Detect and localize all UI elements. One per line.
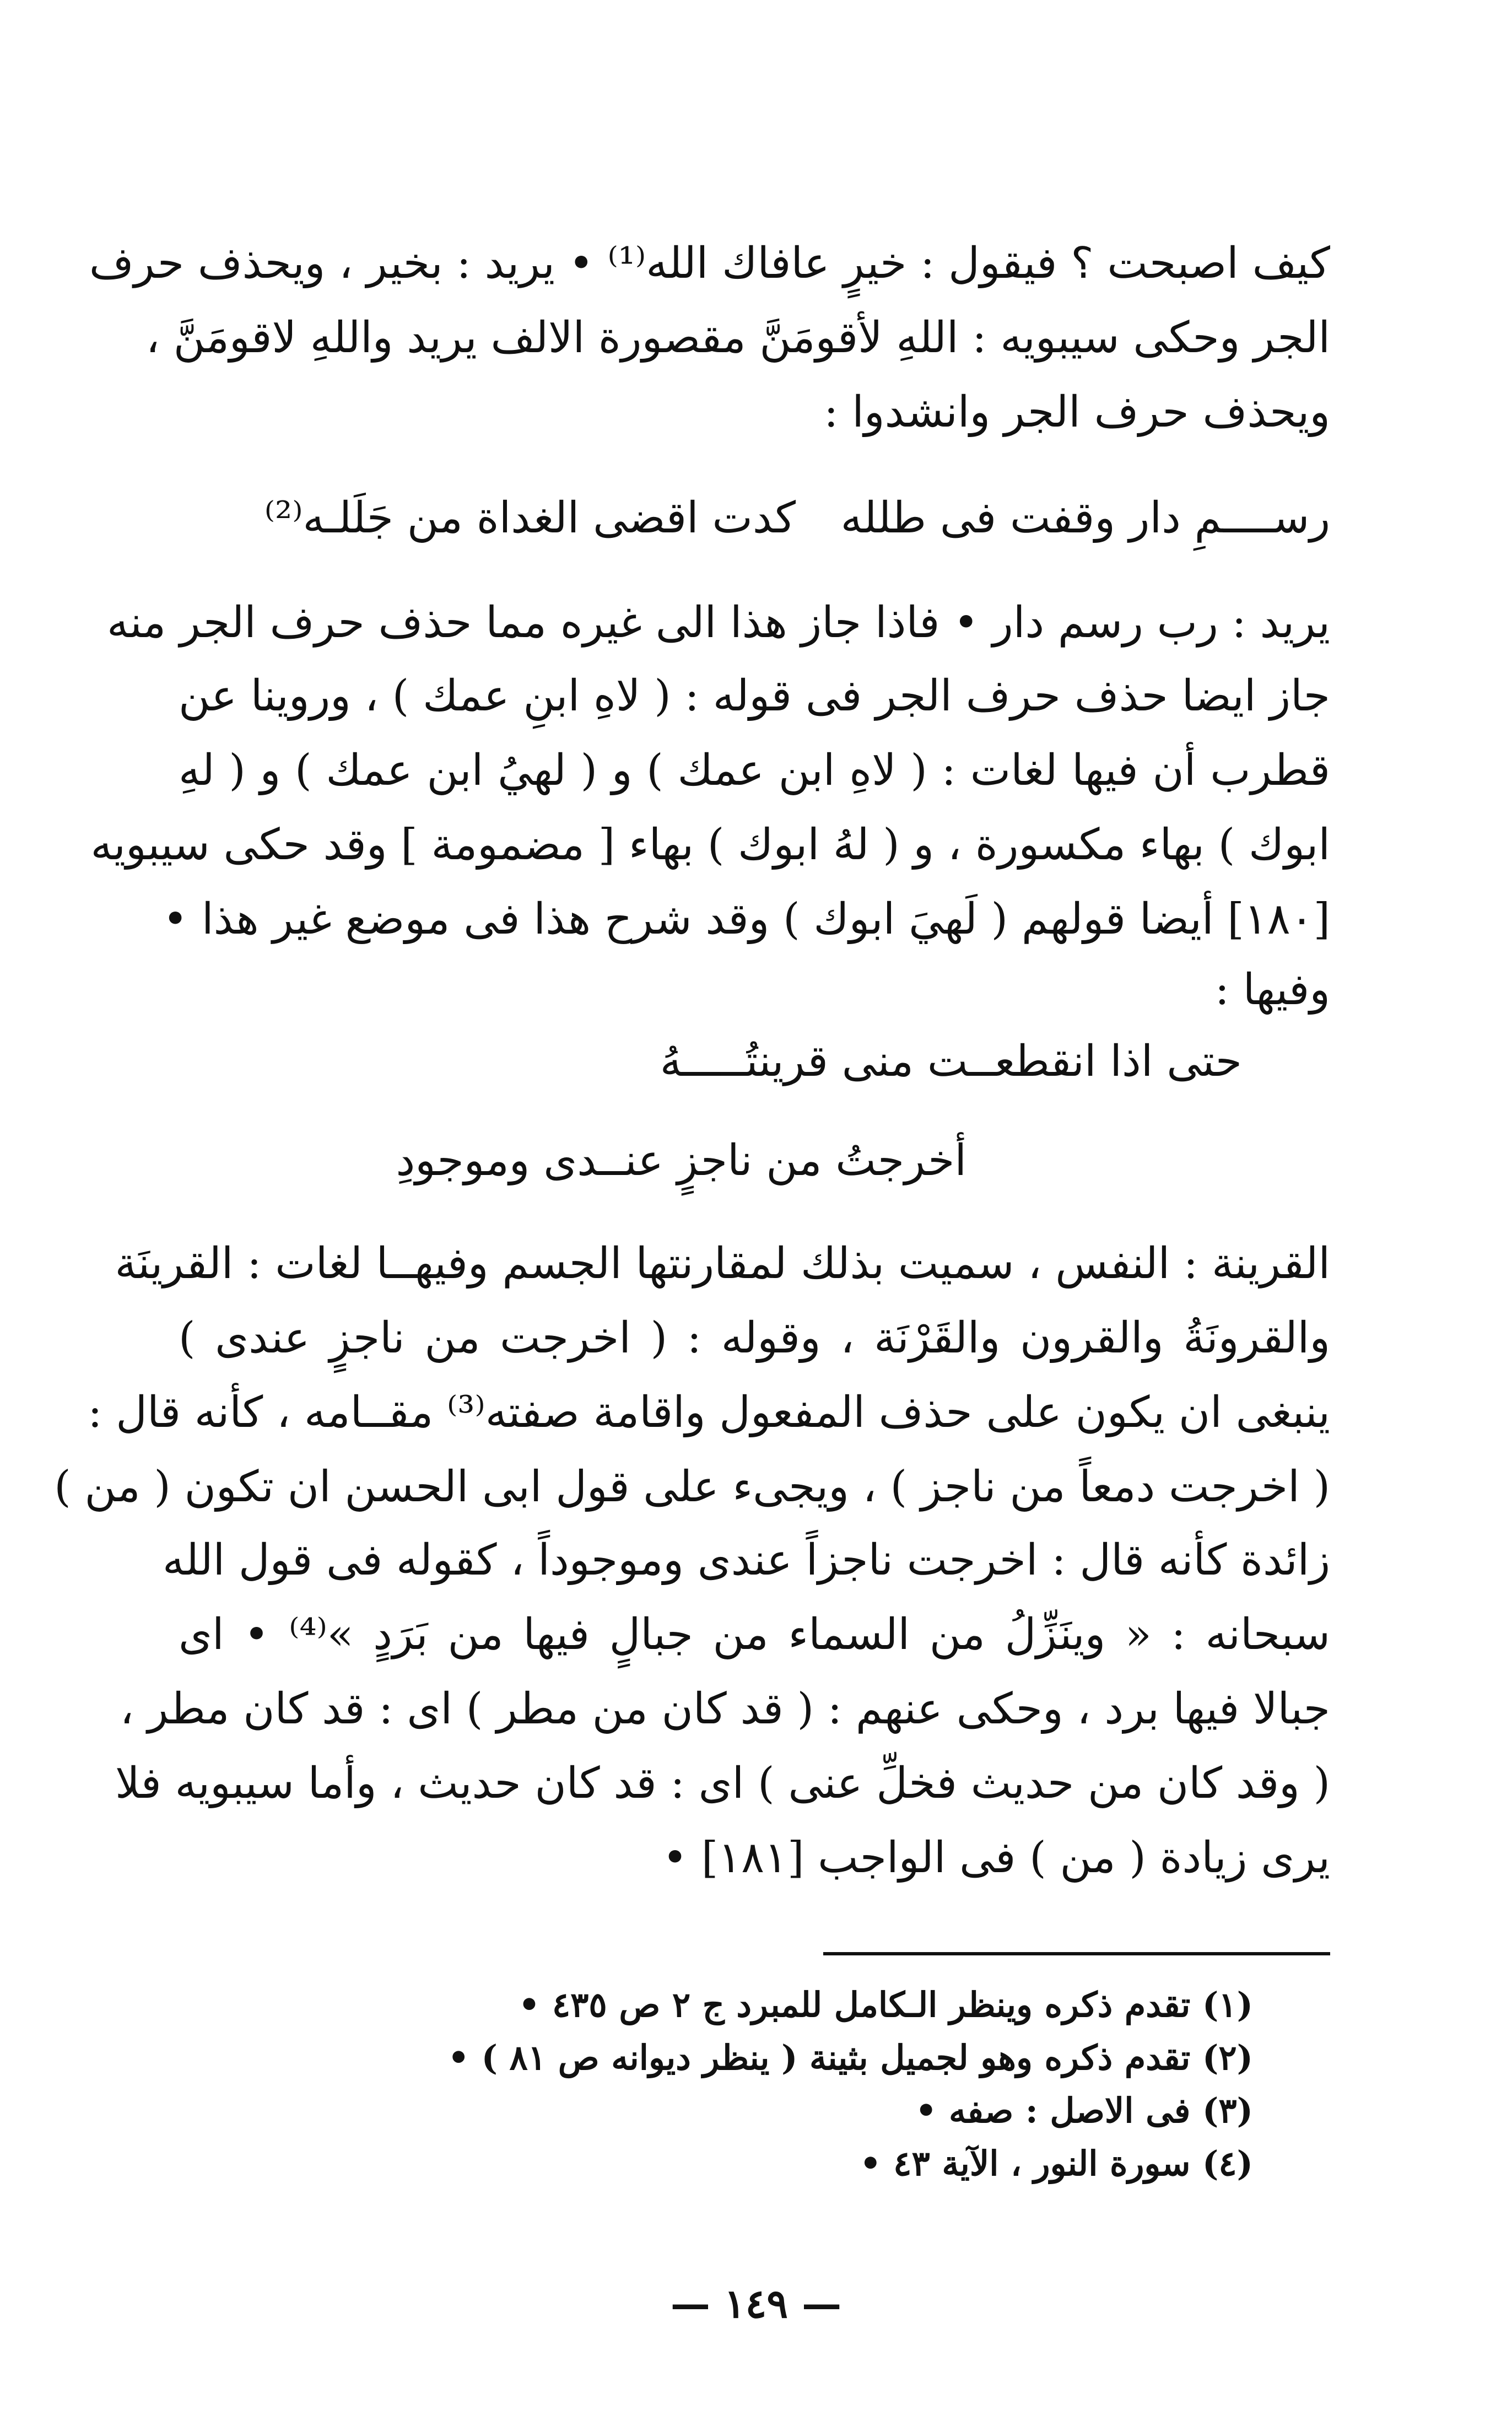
text-line: ( اخرجت دمعاً من ناجز ) ، ويجىء على قول ابى الحسن ان تكون ( من ): [54, 1462, 1330, 1512]
text-line: جبالا فيها برد ، وحكى عنهم : ( قد كان من مطر ) اى : قد كان مطر ،: [120, 1684, 1330, 1734]
verse-line: أخرجتُ من ناجزٍ عنــدى وموجودِ: [396, 1136, 966, 1185]
footnote: (٢) تقدم ذكره وهو لجميل بثينة ( ينظر ديوانه ص ٨١ ) •: [447, 2037, 1253, 2078]
page-number: — ١٤٩ —: [670, 2280, 842, 2327]
text-line: يرى زيادة ( من ) فى الواجب [١٨١] •: [662, 1833, 1330, 1883]
verse-hemistich-right: رســــمِ دار وقفت فى طلله: [840, 493, 1330, 543]
footnote-divider: [823, 1952, 1330, 1955]
footnote: (١) تقدم ذكره وينظر الـكامل للمبرد ج ٢ ص ٤٣٥ •: [518, 1985, 1253, 2025]
text-line: قطرب أن فيها لغات : ( لاهِ ابن عمك ) و ( لهيُ ابن عمك ) و ( لهِ: [179, 746, 1330, 795]
text-line: ويحذف حرف الجر وانشدوا :: [824, 387, 1330, 437]
text-line: ( وقد كان من حديث فخلِّ عنى ) اى : قد كان حديث ، وأما سيبويه فلا: [115, 1759, 1330, 1808]
text-line: جاز ايضا حذف حرف الجر فى قوله : ( لاهِ ابنِ عمك ) ، وروينا عن: [179, 671, 1330, 721]
text-line: [١٨٠] أيضا قولهم ( لَهيَ ابوك ) وقد شرح هذا فى موضع غير هذا •: [163, 894, 1330, 944]
text-line: يريد : رب رسم دار • فاذا جاز هذا الى غيره مما حذف حرف الجر منه: [107, 598, 1330, 648]
footnote: (٣) فى الاصل : صفه •: [915, 2090, 1253, 2131]
verse-line: حتى اذا انقطعــت منى قرينتُـــــهُ: [660, 1037, 1242, 1086]
text-line: القرينة : النفس ، سميت بذلك لمقارنتها الجسم وفيهــا لغات : القرينَة: [115, 1239, 1330, 1289]
text-line: سبحانه : « وينَزِّلُ من السماء من جبالٍ فيها من بَرَدٍ »⁽⁴⁾ • اى: [179, 1610, 1330, 1659]
text-line: الجر وحكى سيبويه : اللهِ لأقومَنَّ مقصورة الالف يريد واللهِ لاقومَنَّ ،: [145, 313, 1330, 363]
text-line: والقرونَةُ والقرون والقَرْنَة ، وقوله : ( اخرجت من ناجزٍ عندى ): [179, 1313, 1330, 1363]
text-line: كيف اصبحت ؟ فيقول : خيرٍ عافاك الله⁽¹⁾ • يريد : بخير ، ويحذف حرف: [89, 239, 1330, 288]
text-line: وفيها :: [1214, 965, 1330, 1015]
text-line: ابوك ) بهاء مكسورة ، و ( لهُ ابوك ) بهاء [ مضمومة ] وقد حكى سيبويه: [90, 820, 1330, 870]
verse-hemistich-left: كدت اقضى الغداة من جَلَلـه⁽²⁾: [264, 493, 796, 543]
text-line: زائدة كأنه قال : اخرجت ناجزاً عندى وموجوداً ، كقوله فى قول الله: [163, 1535, 1330, 1585]
text-line: ينبغى ان يكون على حذف المفعول واقامة صفته⁽³⁾ مقــامه ، كأنه قال :: [88, 1388, 1330, 1437]
footnote: (٤) سورة النور ، الآية ٤٣ •: [859, 2143, 1253, 2184]
